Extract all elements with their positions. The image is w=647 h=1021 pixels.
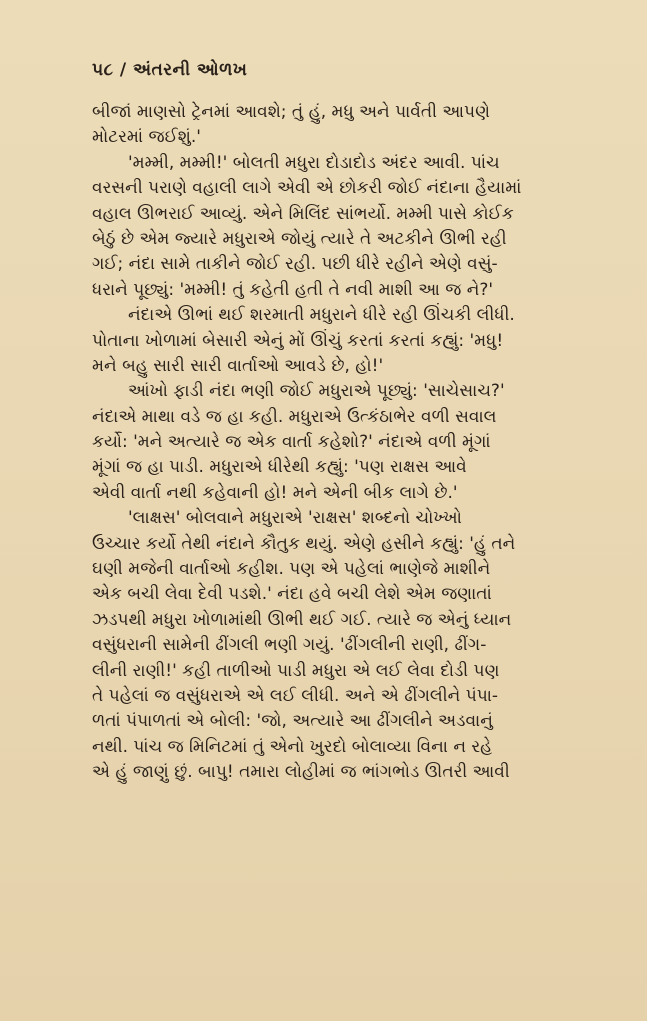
text-line: પોતાના ખોળામાં બેસારી એનું મોં ઊંચું કરતાં કરતાં કહ્યું: 'મધુ! bbox=[92, 330, 504, 351]
text-line: બેઠું છે એમ જ્યારે મધુરાએ જોયું ત્યારે તે અટકીને ઊભી રહી bbox=[92, 228, 507, 249]
text-line: લીની રાણી!' કહી તાળીઓ પાડી મધુરા એ લઈ લેવા દોડી પણ bbox=[92, 660, 500, 681]
text-line: ઘણી મજેની વાર્તાઓ કહીશ. પણ એ પહેલાં ભાણેજે માશીને bbox=[92, 559, 491, 580]
page-header: ૫૮ / અંતરની ઓળખ bbox=[92, 60, 248, 80]
text-line: બીજાં માણસો ટ્રેનમાં આવશે; તું હું, મધુ અને પાર્વતી આપણે bbox=[92, 102, 490, 122]
text-line: કર્યો: 'મને અત્યારે જ એક વાર્તા કહેશો?' નંદાએ વળી મૂંગાં bbox=[92, 432, 491, 453]
text-line: વહાલ ઊભરાઈ આવ્યું. એને મિલિંદ સાંભર્યો. મમ્મી પાસે કોઈક bbox=[92, 203, 514, 224]
text-line: તે પહેલાં જ વસુંધરાએ એ લઈ લીધી. અને એ ઢીંગલીને પંપા- bbox=[92, 685, 499, 706]
text-line: મોટરમાં જઈશું.' bbox=[92, 127, 201, 148]
text-line: નંદાએ માથા વડે જ હા કહી. મધુરાએ ઉત્કંઠાભેર વળી સવાલ bbox=[92, 406, 497, 427]
text-line: નંદાએ ઊભાં થઈ શરમાતી મધુરાને ધીરે રહી ઊંચકી લીધી. bbox=[128, 305, 515, 326]
text-line: ઝડપથી મધુરા ખોળામાંથી ઊભી થઈ ગઈ. ત્યારે જ એનું ધ્યાન bbox=[92, 609, 512, 630]
text-line: ગઈ; નંદા સામે તાકીને જોઈ રહી. પછી ધીરે રહીને એણે વસું- bbox=[92, 254, 498, 275]
text-line: મૂંગાં જ હા પાડી. મધુરાએ ધીરેથી કહ્યું: 'પણ રાક્ષસ આવે bbox=[92, 457, 467, 478]
text-line: ધરાને પૂછ્યું: 'મમ્મી! તું કહેતી હતી તે નવી માશી આ જ ને?' bbox=[92, 279, 494, 300]
body-text bbox=[92, 100, 579, 786]
text-line: ળતાં પંપાળતાં એ બોલી: 'જો, અત્યારે આ ઢીંગલીને અડવાનું bbox=[92, 711, 493, 732]
text-line: એક બચી લેવા દેવી પડશે.' નંદા હવે બચી લેશે એમ જણાતાં bbox=[92, 584, 492, 605]
text-line: આંખો ફાડી નંદા ભણી જોઈ મધુરાએ પૂછ્યું: 'સાચેસાચ?' bbox=[128, 381, 505, 402]
text-line: નથી. પાંચ જ મિનિટમાં તું એનો ખુરદો બોલાવ્યા વિના ન રહે bbox=[92, 736, 493, 757]
text-line: મને બહુ સારી સારી વાર્તાઓ આવડે છે, હો!' bbox=[92, 355, 384, 376]
text-line: એવી વાર્તા નથી કહેવાની હો! મને એની બીક લાગે છે.' bbox=[92, 482, 458, 503]
text-line: વસુંધરાની સામેની ઢીંગલી ભણી ગયું. 'ઢીંગલીની રાણી, ઢીંગ- bbox=[92, 635, 487, 656]
text-line: 'મમ્મી, મમ્મી!' બોલતી મધુરા દોડાદોડ અંદર આવી. પાંચ bbox=[128, 152, 500, 173]
text-line: એ હું જાણું છું. બાપુ! તમારા લોહીમાં જ ભાંગભોડ ઊતરી આવી bbox=[92, 762, 510, 783]
text-line: ઉચ્ચાર કર્યો તેથી નંદાને કૌતુક થયું. એણે હસીને કહ્યું: 'હું તને bbox=[92, 533, 516, 554]
text-line: 'લાક્ષસ' બોલવાને મધુરાએ 'રાક્ષસ' શબ્દનો ચોખ્ખો bbox=[128, 508, 462, 529]
text-line: વરસની પરાણે વહાલી લાગે એવી એ છોકરી જોઈ નંદાના હૈયામાં bbox=[92, 178, 522, 199]
